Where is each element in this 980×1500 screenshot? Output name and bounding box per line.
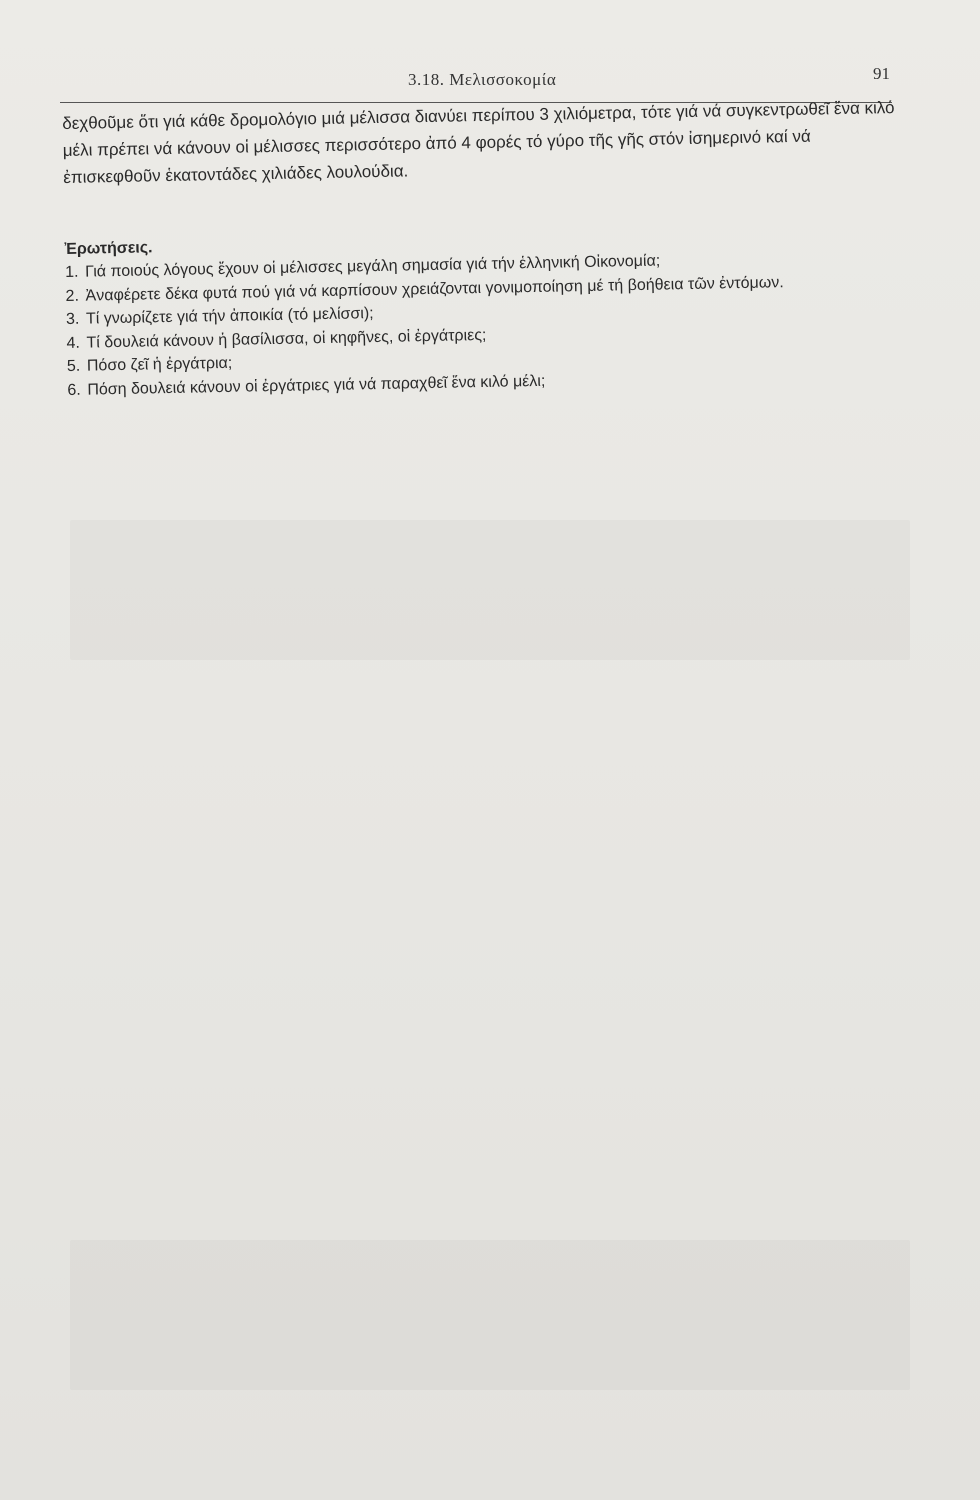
question-number: 6.	[67, 381, 81, 399]
section-title: 3.18. Μελισσοκομία	[408, 70, 557, 89]
question-number: 1.	[64, 263, 79, 281]
questions-heading: Ἐρωτήσεις.	[64, 239, 153, 258]
question-text: Πόση δουλειά κάνουν οἱ ἐργάτριες γιά νά παραχθεῖ ἕνα κιλό μέλι;	[87, 372, 546, 399]
show-through-shadow	[70, 1240, 910, 1390]
question-text: Ἀναφέρετε δέκα φυτά πού γιά νά καρπίσουν χρειάζονται γονιμοποίηση μέ τή βοήθεια τῶν ἐντόμων.	[85, 273, 784, 305]
body-paragraph: δεχθοῦμε ὅτι γιά κάθε δρομολόγιο μιά μέλισσα διανύει περίπου 3 χιλιόμετρα, τότε γιά νά συγκεντρωθεῖ ἕνα κιλό μέλι πρέπει νά κάνουν οἱ μέλισσες περισσότερο ἀπό 4 φορές τό γύρο τῆς γῆς στόν ἰσημερινό καί νά ἐπισκεφθοῦν ἑκατοντάδες χιλιάδες λουλούδια.	[62, 98, 895, 187]
body-text	[62, 94, 907, 402]
question-number: 3.	[65, 310, 80, 328]
page-number: 91	[873, 64, 890, 83]
question-list	[65, 245, 908, 402]
question-text: Τί δουλειά κάνουν ἡ βασίλισσα, οἱ κηφῆνες, οἱ ἐργάτριες;	[86, 326, 487, 352]
question-number: 2.	[65, 287, 80, 305]
question-text: Πόσο ζεῖ ἡ ἐργάτρια;	[86, 354, 233, 375]
show-through-shadow	[70, 520, 910, 660]
question-number: 4.	[66, 334, 80, 352]
question-text: Γιά ποιούς λόγους ἔχουν οἱ μέλισσες μεγάλη σημασία γιά τήν ἑλληνική Οἰκονομία;	[84, 252, 661, 281]
question-text: Τί γνωρίζετε γιά τήν ἀποικία (τό μελίσσι);	[85, 305, 374, 328]
question-number: 5.	[66, 357, 81, 375]
